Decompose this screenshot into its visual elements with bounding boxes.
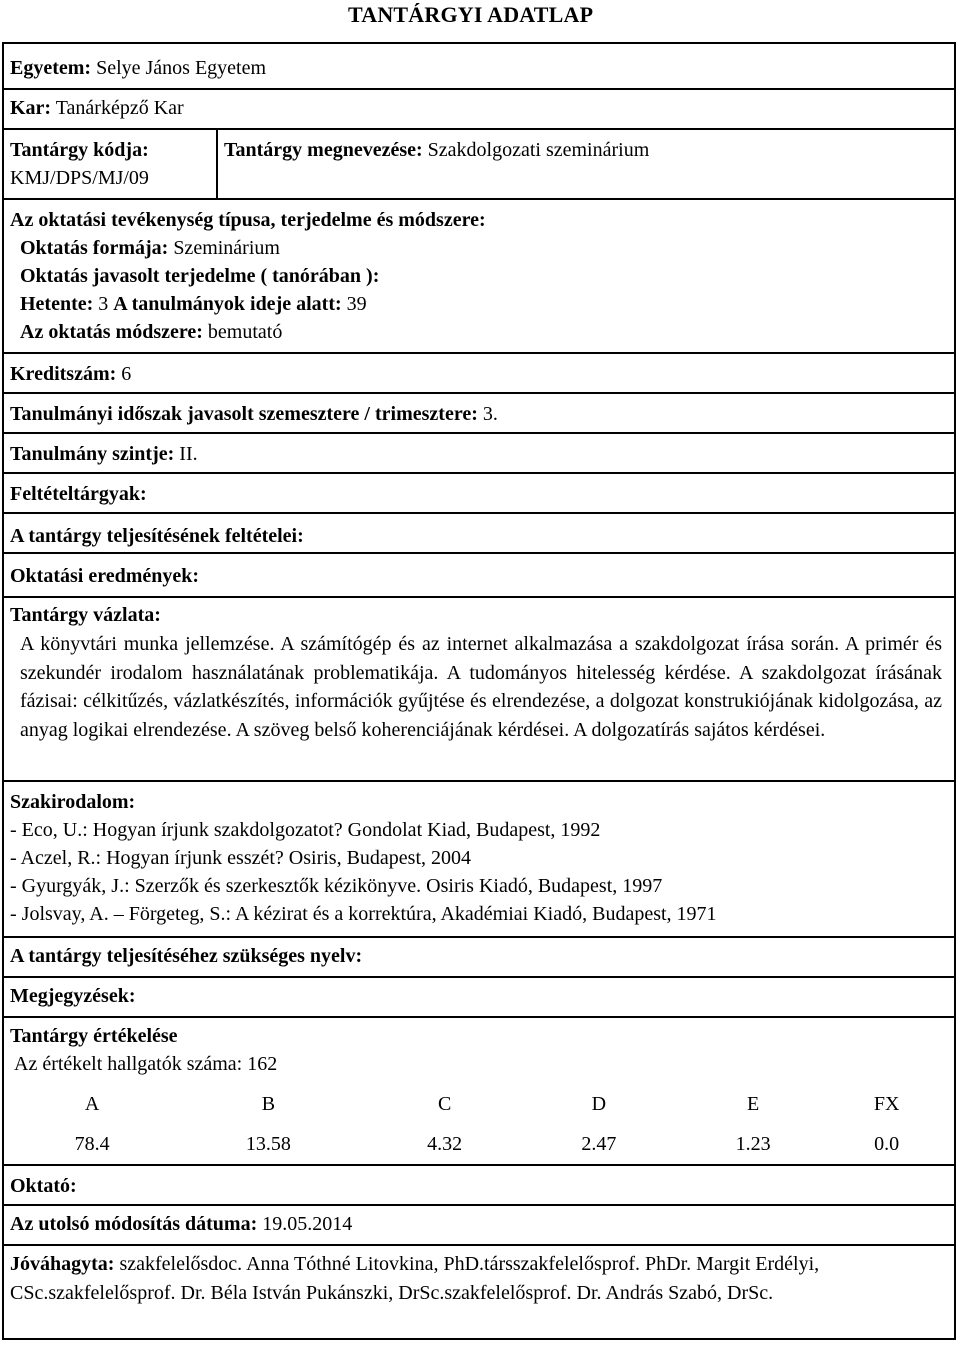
faculty-value: Tanárképző Kar <box>55 97 184 119</box>
modified-row <box>2 1204 956 1244</box>
notes-row <box>2 976 956 1016</box>
weekly-value: 3 <box>98 293 109 315</box>
literature-item: - Eco, U.: Hogyan írjunk szakdolgozatot? Gondolat Kiad, Budapest, 1992 <box>10 819 601 841</box>
outline-text: A könyvtári munka jellemzése. A számítógép és az internet alkalmazása a szakdolgozat írása során. A primér és szekundér irodalom használatának problematikája. A tudományos hitelesség kérdése. A szakdolgozat írásának fázisai: célkitűzés, vázlatkészítés, információk gyűjtése és elrendezése, a dolgozat konstrukiójának kidolgozása, az anyag logikai elrendezése. A szöveg belső koherenciájának kérdései. A dolgozatírás sajátos kérdései. <box>20 633 942 741</box>
course-row <box>2 128 956 198</box>
outcomes-label: Oktatási eredmények: <box>10 565 200 587</box>
level-row <box>2 432 956 472</box>
outline-label: Tantárgy vázlata: <box>10 604 161 626</box>
evaluated-count: Az értékelt hallgatók száma: 162 <box>14 1053 278 1075</box>
language-label: A tantárgy teljesítéséhez szükséges nyelv: <box>10 945 363 967</box>
prereq-row <box>2 472 956 512</box>
evaluation-label: Tantárgy értékelése <box>10 1025 178 1047</box>
modified-value: 19.05.2014 <box>262 1213 353 1235</box>
approved-row <box>2 1244 956 1340</box>
approved-label: Jóváhagyta: <box>10 1253 115 1275</box>
grade-value: 4.32 <box>427 1132 463 1155</box>
total-label: A tanulmányok ideje alatt: <box>113 293 342 315</box>
activity-row <box>2 198 956 352</box>
semester-row <box>2 392 956 432</box>
grade-header: A <box>84 1092 100 1115</box>
modified-label: Az utolsó módosítás dátuma: <box>10 1213 258 1235</box>
grade-value: 2.47 <box>581 1132 617 1155</box>
literature-item: - Aczel, R.: Hogyan írjunk esszét? Osiris, Budapest, 2004 <box>10 847 472 869</box>
course-name-label: Tantárgy megnevezése: <box>224 139 423 161</box>
literature-item: - Gyurgyák, J.: Szerzők és szerkesztők kézikönyve. Osiris Kiadó, Budapest, 1997 <box>10 875 663 897</box>
semester-label: Tanulmányi időszak javasolt szemesztere / trimesztere: <box>10 403 478 425</box>
level-label: Tanulmány szintje: <box>10 443 175 465</box>
conditions-row <box>2 512 956 552</box>
language-row <box>2 936 956 976</box>
grade-value: 1.23 <box>735 1132 771 1155</box>
literature-item: - Jolsvay, A. – Förgeteg, S.: A kézirat és a korrektúra, Akadémiai Kiadó, Budapest, 1971 <box>10 903 717 925</box>
grade-header: D <box>591 1092 607 1115</box>
literature-label: Szakirodalom: <box>10 791 136 813</box>
course-code-label: Tantárgy kódja: <box>10 139 149 161</box>
prereq-label: Feltételtárgyak: <box>10 483 147 505</box>
grade-header: B <box>261 1092 276 1115</box>
weekly-label: Hetente: <box>20 293 94 315</box>
credits-label: Kreditszám: <box>10 363 117 385</box>
approved-value: szakfelelősdoc. Anna Tóthné Litovkina, PhD.társszakfelelősprof. PhDr. Margit Erdélyi, CSc.szakfelelősprof. Dr. Béla István Pukánszki, DrSc.szakfelelősprof. Dr. András Szabó, DrSc. <box>10 1253 820 1304</box>
credits-row <box>2 352 956 392</box>
grade-value: 13.58 <box>245 1132 291 1155</box>
grade-value: 78.4 <box>74 1132 110 1155</box>
notes-label: Megjegyzések: <box>10 985 136 1007</box>
outline-row <box>2 596 956 780</box>
total-value: 39 <box>346 293 367 315</box>
faculty-row <box>2 88 956 128</box>
credits-value: 6 <box>121 363 132 385</box>
document-title: TANTÁRGYI ADATLAP <box>348 2 594 27</box>
course-name-value: Szakdolgozati szeminárium <box>427 139 650 161</box>
method-value: bemutató <box>207 321 283 343</box>
teacher-row <box>2 1164 956 1204</box>
conditions-label: A tantárgy teljesítésének feltételei: <box>10 525 304 547</box>
form-value: Szeminárium <box>173 237 280 259</box>
teacher-label: Oktató: <box>10 1175 77 1197</box>
grade-header: E <box>747 1092 760 1115</box>
extent-label: Oktatás javasolt terjedelme ( tanórában ): <box>20 265 380 287</box>
semester-value: 3. <box>482 403 498 425</box>
grade-table <box>15 1084 943 1164</box>
university-value: Selye János Egyetem <box>96 57 267 79</box>
literature-row <box>2 780 956 936</box>
grade-header: C <box>437 1092 452 1115</box>
evaluation-row <box>2 1016 956 1166</box>
method-label: Az oktatás módszere: <box>20 321 203 343</box>
grade-value: 0.0 <box>874 1132 900 1155</box>
activity-heading: Az oktatási tevékenység típusa, terjedelme és módszere: <box>10 209 486 231</box>
course-code-value: KMJ/DPS/MJ/09 <box>10 167 149 189</box>
university-label: Egyetem: <box>10 57 92 79</box>
course-row-divider <box>216 128 218 198</box>
grade-header: FX <box>873 1092 900 1115</box>
outcomes-row <box>2 552 956 596</box>
level-value: II. <box>179 443 198 465</box>
faculty-label: Kar: <box>10 97 52 119</box>
form-label: Oktatás formája: <box>20 237 169 259</box>
